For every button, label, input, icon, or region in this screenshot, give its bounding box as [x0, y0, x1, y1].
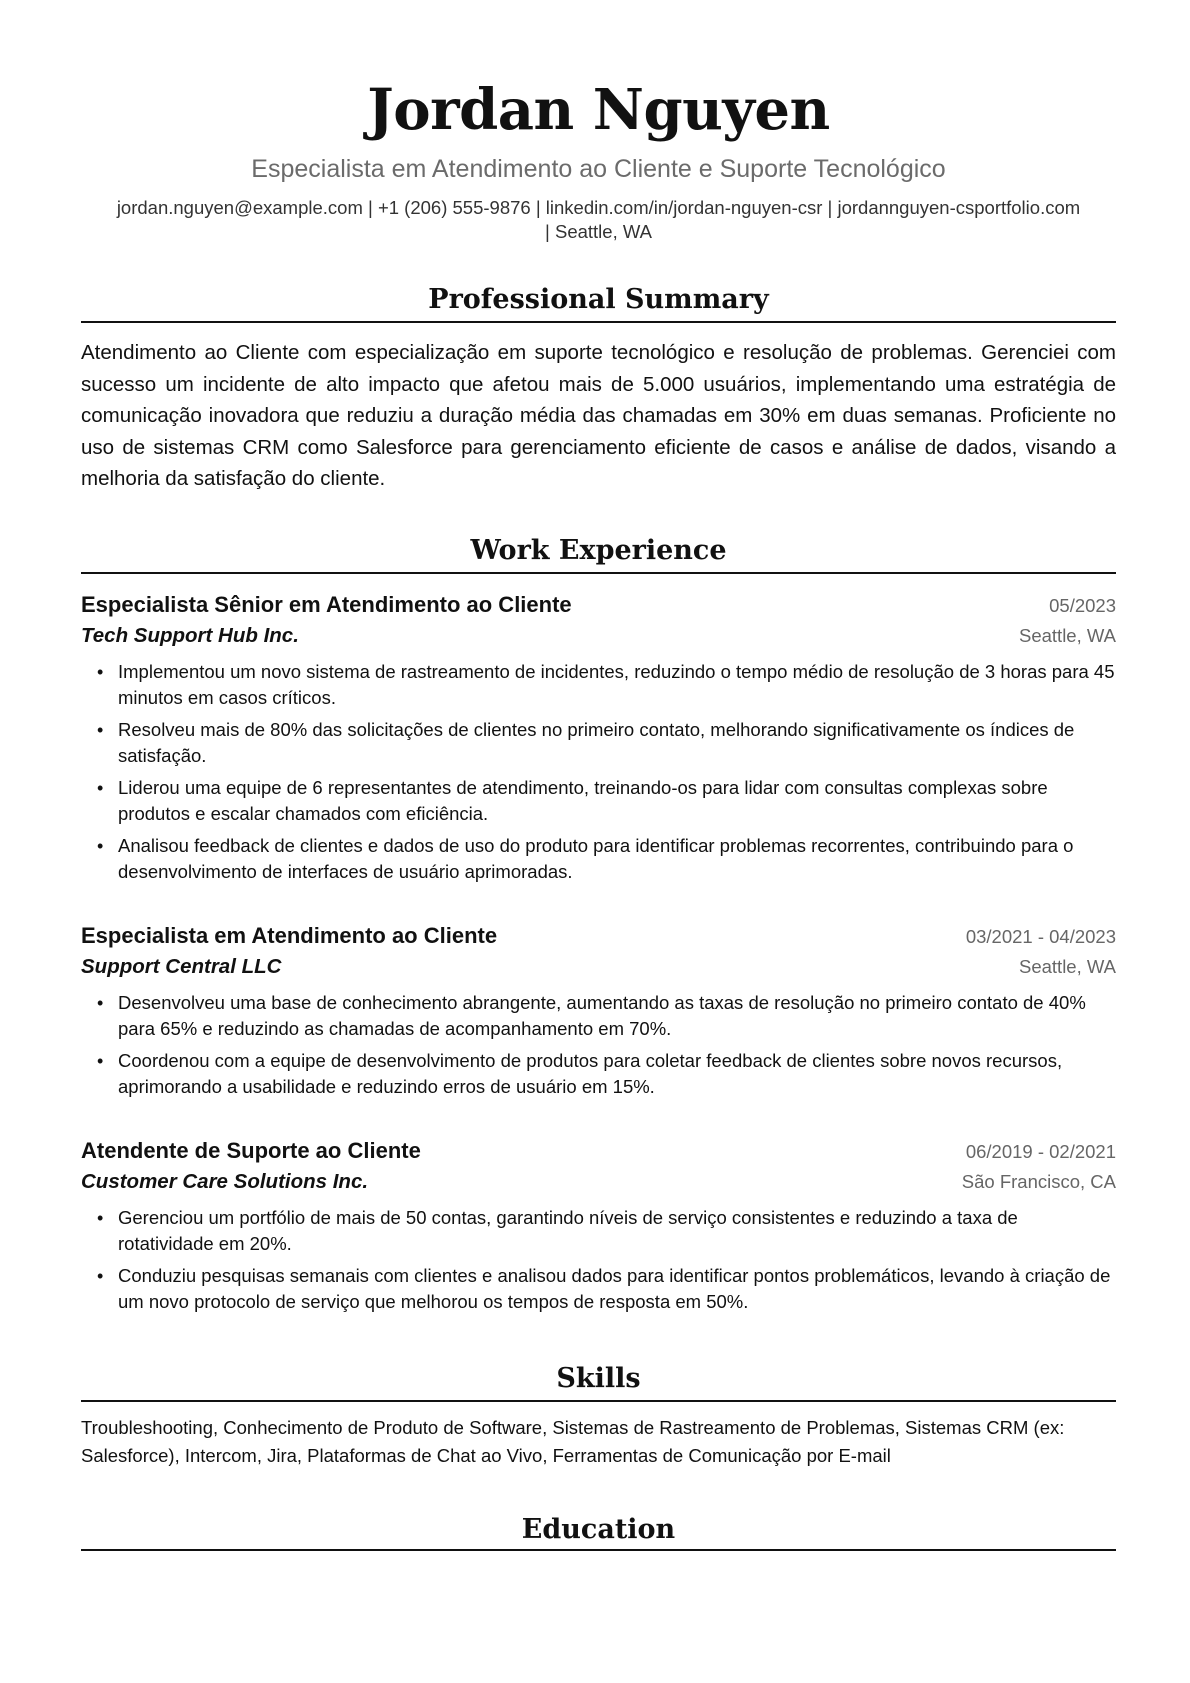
bullet-item	[97, 833, 1116, 885]
bullet-item	[97, 1048, 1116, 1100]
job-date: 06/2019 - 02/2021	[965, 1140, 1116, 1162]
bullet-icon: •	[97, 1050, 104, 1071]
bullet-icon: •	[97, 719, 104, 740]
job-company: Customer Care Solutions Inc.	[81, 1169, 369, 1193]
skills-heading: Skills	[556, 1362, 641, 1394]
bullet-icon: •	[97, 661, 104, 682]
job-title: Especialista Sênior em Atendimento ao Cliente	[81, 591, 572, 617]
job-bullets	[81, 990, 1116, 1100]
section-divider	[81, 572, 1116, 574]
job-title: Atendente de Suporte ao Cliente	[81, 1137, 421, 1163]
contact-info	[81, 196, 1116, 244]
bullet-item	[97, 1263, 1116, 1315]
job-date: 05/2023	[1049, 594, 1116, 616]
experience-section	[81, 535, 1116, 1315]
job-title-row	[81, 1136, 1116, 1167]
job-location: São Francisco, CA	[961, 1170, 1116, 1192]
job-company: Tech Support Hub Inc.	[81, 623, 299, 647]
job-bullets	[81, 659, 1116, 885]
job-title-row	[81, 921, 1116, 952]
bullet-text: Coordenou com a equipe de desenvolvimento de produtos para coletar feedback de clientes sobre novos recursos, aprimorando a usabilidade e reduzindo erros de usuário em 15%.	[118, 1049, 1063, 1097]
resume-header	[81, 77, 1116, 244]
job-entry	[81, 1136, 1116, 1315]
bullet-text: Conduziu pesquisas semanais com clientes e analisou dados para identificar pontos problemáticos, levando à criação de um novo protocolo de serviço que melhorou os tempos de resposta em 50%.	[118, 1264, 1111, 1312]
job-location: Seattle, WA	[1019, 955, 1116, 977]
bullet-item	[97, 659, 1116, 711]
job-title: Especialista em Atendimento ao Cliente	[81, 922, 498, 948]
section-divider	[81, 1549, 1116, 1551]
skills-text: Troubleshooting, Conhecimento de Produto de Software, Sistemas de Rastreamento de Problemas, Sistemas CRM (ex: Salesforce), Intercom, Jira, Plataformas de Chat ao Vivo, Ferramentas de Comunicação por E-mail	[81, 1417, 1065, 1467]
bullet-text: Liderou uma equipe de 6 representantes de atendimento, treinando-os para lidar com consultas complexas sobre produtos e escalar chamados com eficiência.	[118, 776, 1048, 824]
bullet-text: Desenvolveu uma base de conhecimento abrangente, aumentando as taxas de resolução no primeiro contato de 40% para 65% e reduzindo as chamadas de acompanhamento em 70%.	[118, 991, 1086, 1039]
education-heading: Education	[521, 1514, 676, 1546]
bullet-icon: •	[97, 835, 104, 856]
bullet-icon: •	[97, 992, 104, 1013]
summary-heading: Professional Summary	[428, 283, 769, 315]
section-divider	[81, 1400, 1116, 1402]
experience-heading: Work Experience	[470, 534, 727, 566]
section-divider	[81, 321, 1116, 323]
bullet-item	[97, 1205, 1116, 1257]
summary-section	[81, 284, 1116, 495]
job-company-row	[81, 621, 1116, 651]
skills-section	[81, 1363, 1116, 1470]
contact-line-1: jordan.nguyen@example.com | +1 (206) 555-9876 | linkedin.com/in/jordan-nguyen-csr | jordannguyen-csportfolio.com	[116, 196, 1081, 218]
job-company: Support Central LLC	[81, 954, 282, 978]
candidate-name: Jordan Nguyen	[367, 77, 830, 143]
job-bullets	[81, 1205, 1116, 1315]
job-title-row	[81, 590, 1116, 621]
bullet-text: Analisou feedback de clientes e dados de uso do produto para identificar problemas recorrentes, contribuindo para o desenvolvimento de interfaces de usuário aprimoradas.	[118, 834, 1074, 882]
contact-line-2: | Seattle, WA	[545, 220, 652, 242]
job-company-row	[81, 1167, 1116, 1197]
bullet-text: Gerenciou um portfólio de mais de 50 contas, garantindo níveis de serviço consistentes e reduzindo a taxa de rotatividade em 20%.	[118, 1206, 1018, 1254]
candidate-headline: Especialista em Atendimento ao Cliente e Suporte Tecnológico	[251, 154, 946, 183]
resume-page	[81, 77, 1116, 1551]
bullet-item	[97, 990, 1116, 1042]
bullet-item	[97, 717, 1116, 769]
education-section	[81, 1514, 1116, 1550]
summary-text: Atendimento ao Cliente com especialização em suporte tecnológico e resolução de problemas. Gerenciei com sucesso um incidente de alto impacto que afetou mais de 5.000 usuários, implementando uma estratégia de comunicação inovadora que reduziu a duração média das chamadas em 30% em duas semanas. Proficiente no uso de sistemas CRM como Salesforce para gerenciamento eficiente de casos e análise de dados, visando a melhoria da satisfação do cliente.	[81, 341, 1116, 491]
bullet-item	[97, 775, 1116, 827]
bullet-icon: •	[97, 1207, 104, 1228]
job-date: 03/2021 - 04/2023	[965, 925, 1116, 947]
bullet-icon: •	[97, 777, 104, 798]
bullet-icon: •	[97, 1265, 104, 1286]
bullet-text: Implementou um novo sistema de rastreamento de incidentes, reduzindo o tempo médio de resolução de 3 horas para 45 minutos em casos críticos.	[118, 660, 1115, 708]
job-company-row	[81, 952, 1116, 982]
bullet-text: Resolveu mais de 80% das solicitações de clientes no primeiro contato, melhorando significativamente os índices de satisfação.	[118, 718, 1075, 766]
job-entry	[81, 921, 1116, 1100]
job-entry	[81, 590, 1116, 885]
job-location: Seattle, WA	[1019, 624, 1116, 646]
